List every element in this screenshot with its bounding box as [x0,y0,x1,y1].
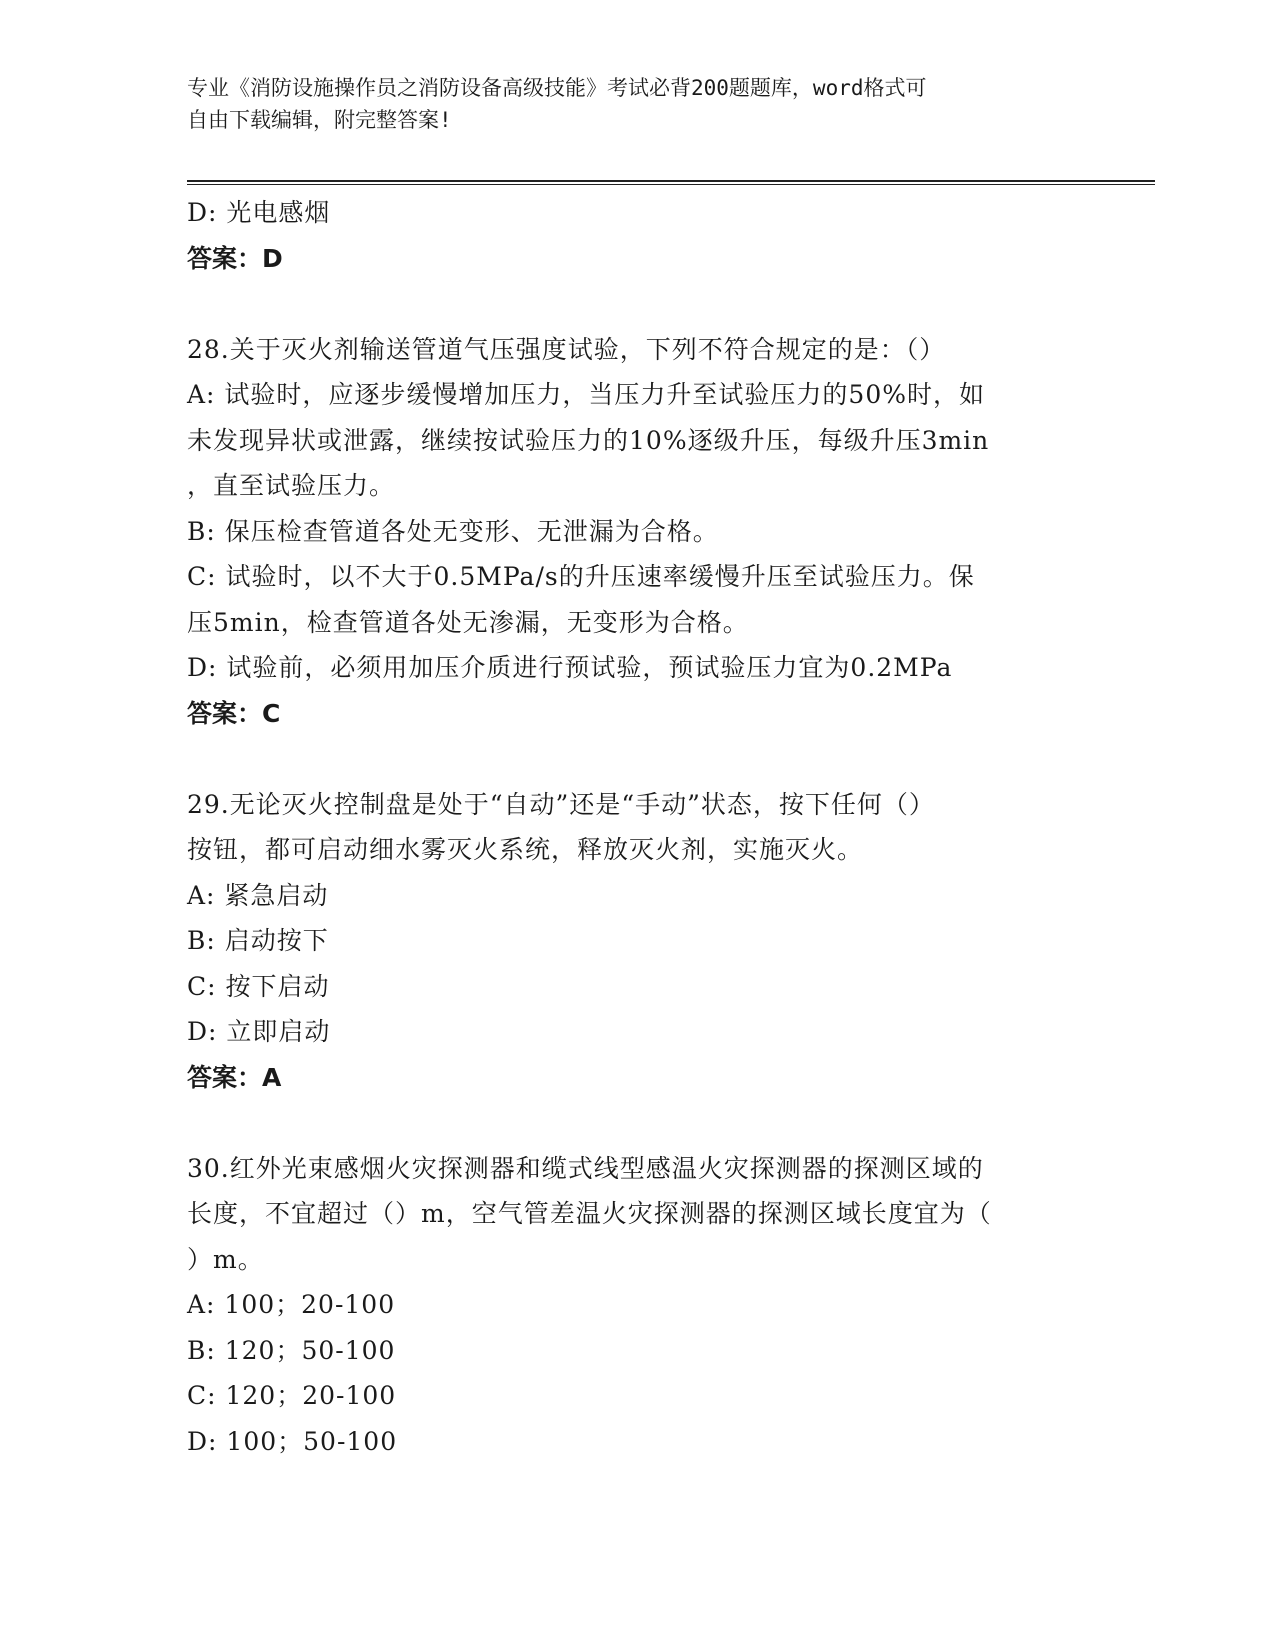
question-28 [187,327,1087,737]
option-c: C: 120；20-100 [187,1381,397,1410]
option-a: A: 试验时，应逐步缓慢增加压力，当压力升至试验压力的50%时，如 [187,380,985,409]
answer-line: 答案：D [187,243,283,273]
header-divider-thick [187,180,1155,182]
question-stem-cont: 按钮，都可启动细水雾灭火系统，释放灭火剂，实施灭火。 [187,835,864,864]
spacer [187,736,1087,782]
option-c: C: 试验时，以不大于0.5MPa/s的升压速率缓慢升压至试验压力。保 [187,562,975,591]
answer-line: 答案：A [187,1062,282,1092]
option-b: B: 启动按下 [187,926,329,955]
spacer [187,1100,1087,1146]
option-a-cont: 未发现异状或泄露，继续按试验压力的10%逐级升压，每级升压3min [187,425,990,455]
option-a: A: 100；20-100 [187,1290,396,1319]
question-prev [187,190,1087,281]
header-line-1: 专业《消防设施操作员之消防设备高级技能》考试必背200题题库，word格式可 [187,76,927,100]
option-b: B: 保压检查管道各处无变形、无泄漏为合格。 [187,516,719,546]
header-line-2: 自由下载编辑，附完整答案! [187,108,452,132]
question-stem-cont: ）m。 [187,1244,264,1274]
option-d: D: 100；50-100 [187,1426,398,1456]
spacer [187,281,1087,327]
header-divider-thin [187,184,1155,185]
option-c: C: 按下启动 [187,971,330,1001]
option-a: A: 紧急启动 [187,880,329,910]
option-a-cont: ，直至试验压力。 [187,471,396,500]
question-stem: 30.红外光束感烟火灾探测器和缆式线型感温火灾探测器的探测区域的 [187,1153,984,1183]
question-list [187,190,1087,1464]
answer-line: 答案：C [187,698,281,728]
question-stem-cont: 长度，不宜超过（）m，空气管差温火灾探测器的探测区域长度宜为（ [187,1199,992,1228]
option-b: B: 120；50-100 [187,1335,396,1365]
option-c-cont: 压5min，检查管道各处无渗漏，无变形为合格。 [187,607,749,637]
question-stem: 29.无论灭火控制盘是处于“自动”还是“手动”状态，按下任何（） [187,789,935,819]
option-d: D: 试验前，必须用加压介质进行预试验，预试验压力宜为0.2MPa [187,653,953,682]
document-header [187,72,1067,136]
option-d: D: 立即启动 [187,1017,331,1046]
option-d: D: 光电感烟 [187,198,331,227]
question-29 [187,782,1087,1101]
question-stem: 28.关于灭火剂输送管道气压强度试验，下列不符合规定的是：（） [187,334,946,364]
question-30 [187,1146,1087,1465]
